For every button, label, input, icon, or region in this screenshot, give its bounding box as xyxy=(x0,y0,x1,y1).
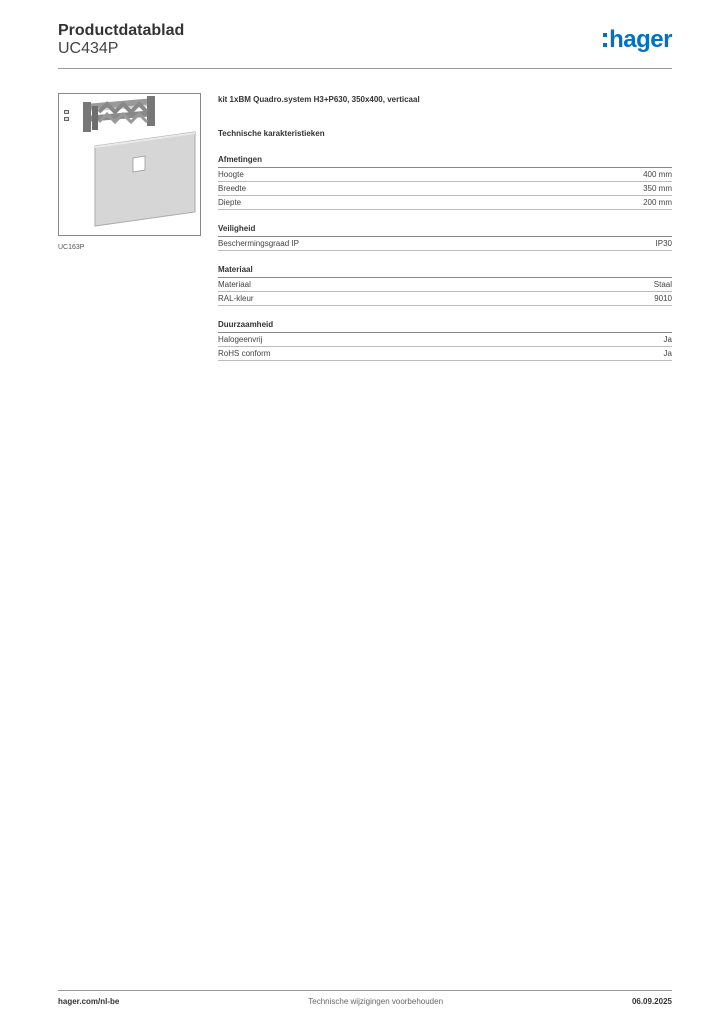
product-code: UC434P xyxy=(58,40,119,57)
spec-label: Diepte xyxy=(218,198,242,207)
section-title: Materiaal xyxy=(218,265,672,278)
footer-date: 06.09.2025 xyxy=(631,997,672,1006)
document-header xyxy=(58,22,184,58)
spec-label: RoHS conform xyxy=(218,349,271,358)
spec-value: 9010 xyxy=(654,294,672,303)
spec-row xyxy=(218,182,672,196)
spec-row xyxy=(218,196,672,210)
footer-notice: Technische wijzigingen voorbehouden xyxy=(308,997,444,1006)
section-afmetingen xyxy=(218,155,672,210)
spec-row xyxy=(218,333,672,347)
spec-row xyxy=(218,278,672,292)
product-image xyxy=(58,93,201,236)
spec-label: Materiaal xyxy=(218,280,251,289)
footer-divider xyxy=(58,990,672,991)
spec-label: Hoogte xyxy=(218,170,244,179)
product-kit-icon xyxy=(59,94,200,235)
spec-value: IP30 xyxy=(655,239,672,248)
spec-value: Ja xyxy=(663,349,672,358)
spec-value: 200 mm xyxy=(643,198,672,207)
hager-logo xyxy=(603,28,672,52)
section-duurzaamheid xyxy=(218,320,672,361)
document-title: Productdatablad xyxy=(58,22,185,39)
spec-value: 350 mm xyxy=(643,184,672,193)
section-title: Veiligheid xyxy=(218,224,672,237)
spec-label: Halogeenvrij xyxy=(218,335,263,344)
spec-value: Ja xyxy=(663,335,672,344)
spec-label: Breedte xyxy=(218,184,247,193)
product-name: kit 1xBM Quadro.system H3+P630, 350x400, verticaal xyxy=(218,95,420,104)
spec-row xyxy=(218,347,672,361)
spec-value: 400 mm xyxy=(643,170,672,179)
tech-heading: Technische karakteristieken xyxy=(218,129,325,138)
section-title: Duurzaamheid xyxy=(218,320,672,333)
spec-row xyxy=(218,168,672,182)
product-details xyxy=(218,95,672,361)
document-footer xyxy=(58,997,672,1006)
spec-label: RAL-kleur xyxy=(218,294,254,303)
image-caption: UC163P xyxy=(58,244,85,251)
spec-value: Staal xyxy=(653,280,672,289)
section-title: Afmetingen xyxy=(218,155,672,168)
header-divider xyxy=(58,68,672,69)
spec-row xyxy=(218,237,672,251)
section-veiligheid xyxy=(218,224,672,251)
spec-row xyxy=(218,292,672,306)
section-materiaal xyxy=(218,265,672,306)
logo-dots-icon xyxy=(603,33,607,47)
logo-text: hager xyxy=(609,26,672,53)
footer-website-link[interactable]: hager.com/nl-be xyxy=(58,997,120,1006)
spec-label: Beschermingsgraad IP xyxy=(218,239,299,248)
